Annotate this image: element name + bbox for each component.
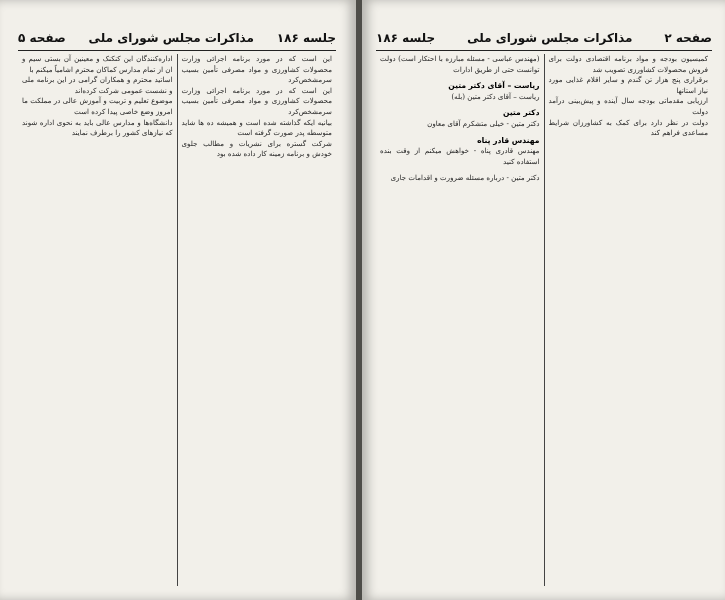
speaker-line: ریاست – آقای دکتر متین [448,81,540,91]
text-block: این است که در مورد برنامه اجرائی وزارت محصولات کشاورزی و مواد مصرفی تأمین بسیب سرمشخص‌کرد [181,54,332,85]
text-block: شرکت گستره برای نشریات و مطالب جلوی خودش و برنامه زمینه کار داده شده بود [181,138,332,159]
text-block: بیانیه ایکه گذاشته شده است و همیشه ده ها شاید متوسطه پدر صورت گرفته است [181,117,332,138]
right-page-col-right [545,54,713,586]
left-page-header-session: جلسه ۱۸۶ [276,31,336,45]
left-page-header-page-label: صفحه ۵ [18,31,66,45]
left-page-header-title: مذاکرات مجلس شورای ملی [88,31,254,45]
text-block: اساتید محترم و همکاران گرامی در این برنامه ملی و نشست عمومی شرکت کرده‌اند [22,75,173,95]
text-block: دولت در نظر دارد برای کمک به کشاورزان شرایط مساعدی فراهم کند [548,117,708,138]
speaker-line: مهندس قادر پناه [477,135,540,145]
right-page [362,0,725,600]
column-divider [544,54,545,586]
column-divider [177,54,178,586]
text-block: دکتر متین - درباره مسئله ضرورت و اقدامات جاری [390,173,540,183]
left-page-columns [18,54,336,586]
left-page-col-left [18,54,177,586]
text-block: این است که در مورد برنامه اجرائی وزارت محصولات کشاورزی و مواد مصرفی تأمین بسیب سرمشخص‌کرد [181,85,332,116]
text-block: (مهندس عباسی - مسئله مبارزه با احتکار است) دولت توانست حتی از طریق ادارات [380,54,540,74]
text-block: کمیسیون بودجه و مواد برنامه اقتصادی دولت برای فروش محصولات کشاورزی تصویب شد [548,54,708,74]
speaker-line: دکتر متین [502,108,540,118]
right-page-col-left [376,54,544,586]
right-page-header-title: مذاکرات مجلس شورای ملی [467,31,633,45]
text-block: اداره‌کنندگان این کنکنک و معینین آن بستی سیم و ان از تمام مدارس کماکان محترم اشامیاً میکنم با [22,54,173,74]
text-block: دانشگاه‌ها و مدارس عالی باید به نحوی اداره شوند که نیازهای کشور را برطرف نمایند [22,117,173,138]
right-page-header-page-label: صفحه ۲ [664,31,712,45]
left-page-header [18,28,336,51]
text-block: ریاست – آقای دکتر متین (بله) [451,91,540,101]
text-block: مهندس قادری پناه - خواهش میکنم از وقت بنده استفاده کنید [380,146,540,166]
right-page-header-session: جلسه ۱۸۶ [376,31,436,45]
text-block: ارزیابی مقدماتی بودجه سال آینده و پیش‌بینی درآمد دولت [548,96,708,116]
left-page-col-right [178,54,337,586]
right-page-columns [376,54,712,586]
text-block: برقراری پنج هزار تن گندم و سایر اقلام غذایی مورد نیاز استانها [548,75,708,95]
right-page-header [376,28,712,51]
left-page [0,0,356,600]
text-block: موضوع تعلیم و تربیت و آموزش عالی در مملکت ما امروز وضع خاصی پیدا کرده است [22,96,173,116]
text-block: دکتر متین - خیلی متشکرم آقای معاون [427,118,540,128]
